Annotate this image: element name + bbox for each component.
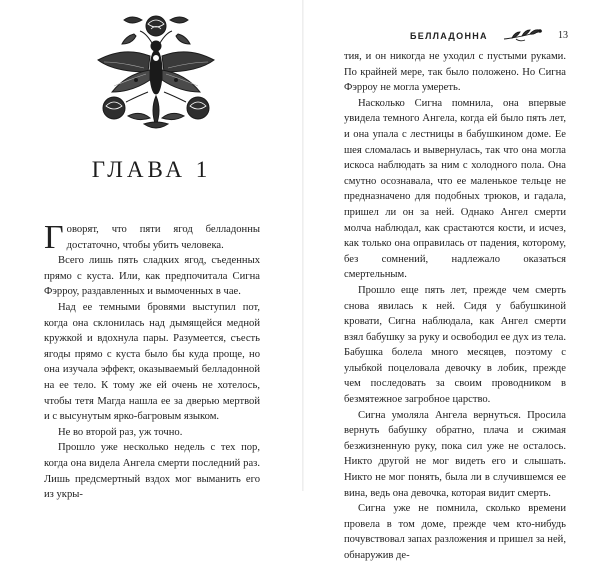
paragraph: Прошло уже несколько недель с тех пор, когда она видела Ангела смерти последний раз. Лишь предсмертный вздох мог выманить его из укры-: [44, 442, 260, 501]
paragraph: Над ее темными бровями выступил пот, когда она склонилась над дымящейся медной кружкой и вдохнула пары. Разумеется, съесть ягоды прямо с куста было бы куда проще, но она изучала эффект, оказываемый белладонной на ее тело. К тому же ей очень не хотелось, чтобы тетя Магда нашла ее за дверью мертвой и с высунутым ярко-багровым языком.: [44, 301, 260, 423]
paragraph: Прошло еще пять лет, прежде чем смерть снова явилась к ней. Сидя у бабушкиной кровати, Сигна наблюдала, как Ангел смерти взял бабушку за руку и освободил ее дух из тела. Бабушка болела много месяцев, поэтому с улыбкой поцеловала девочку в лобик, прежде чем последовать за своим проводником в безмятежное загробное царство.: [344, 284, 566, 406]
paragraph: Сигна умоляла Ангела вернуться. Просила вернуть бабушку обратно, плача и сжимая безжизненную руку, пока сил уже не осталось. Никто другой не мог видеть его и слышать. Никто не мог понять, была ли в случившемся ее вина, ведь она девочка, которая видит смерть.: [344, 409, 566, 499]
paragraph: Насколько Сигна помнила, она впервые увидела темного Ангела, когда ей было пять лет, и она упала с лестницы в бабушкином доме. Ее шея сломалась и вывернулась, так что она могла искоса наблюдать за ним с холодного пола. Она смутно осознавала, что ее маленькое тельце не предназначено для подобных трюков, и гадала, пришел ли он за ней. Однако Ангел смерти молча наблюдал, как срастаются кости, и исчез, как только она оправилась от падения, которому, без сомнений, надлежало оказаться смертельным.: [344, 97, 566, 281]
left-body-text: [44, 219, 260, 503]
right-body-text: [344, 49, 566, 564]
running-head: [304, 27, 608, 47]
left-page: [0, 0, 303, 501]
paragraph: [44, 219, 260, 256]
paragraph: Всего лишь пять сладких ягод, съеденных прямо с куста. Или, как предпочитала Сигна Фэрроу, раздавленных и вымоченных в чае.: [44, 255, 260, 298]
sprig-icon: [502, 27, 544, 43]
page-number: 13: [558, 30, 568, 41]
running-head-title: БЕЛЛАДОННА: [410, 31, 488, 41]
paragraph-text: оворят, что пяти ягод белладонны достаточно, чтобы убить человека.: [66, 224, 260, 251]
paragraph: тия, и он никогда не уходил с пустыми руками. По крайней мере, так было положено. Но Сигна Фэрроу не могла умереть.: [344, 51, 566, 94]
paragraph: Не во второй раз, уж точно.: [58, 426, 183, 438]
chapter-title: ГЛАВА 1: [91, 157, 212, 182]
paragraph: Сигна уже не помнила, сколько времени провела в том доме, прежде чем кто-нибудь почувствовал запах разложения и пришел за ней, обнаружив де-: [344, 503, 566, 561]
drop-cap: Г: [44, 219, 64, 256]
right-page: [304, 0, 608, 561]
moth-roses-ornament-icon: [94, 12, 218, 134]
